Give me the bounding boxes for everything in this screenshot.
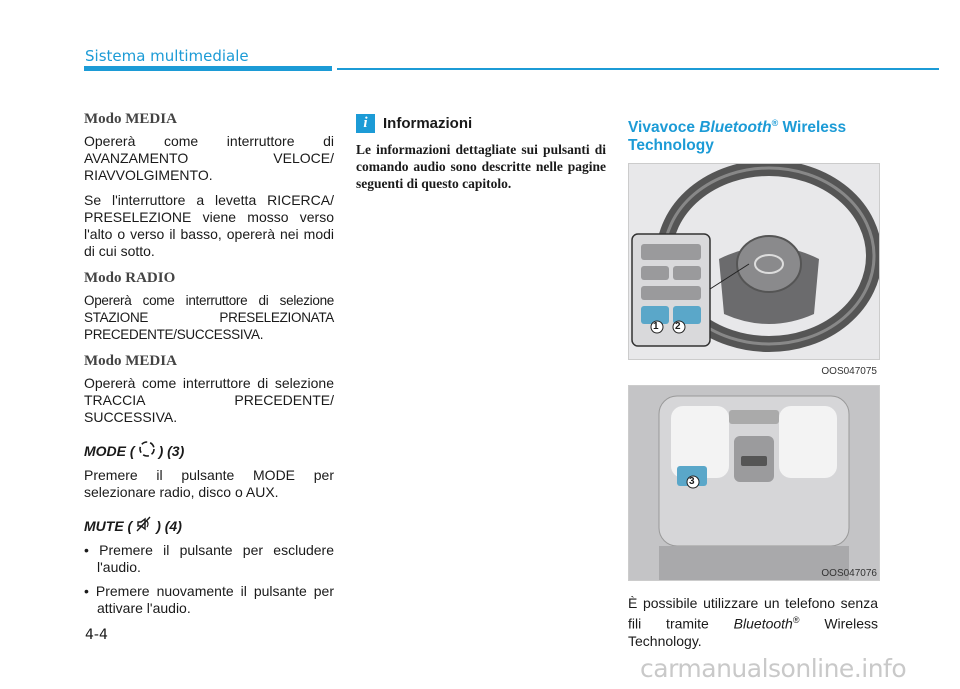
info-icon: i — [356, 114, 375, 133]
title-part: Wireless Technology — [628, 119, 847, 155]
column-left — [84, 108, 334, 624]
overhead-console-figure — [628, 385, 880, 581]
figure-code-2: OOS047076 — [821, 568, 877, 580]
header-rule — [337, 68, 939, 70]
bullet-item: • Premere nuovamente il pulsante per attivare l'audio. — [84, 583, 334, 616]
mode-suffix: ) (3) — [158, 442, 185, 459]
caption-registered: ® — [792, 615, 800, 626]
figure-code-1: OOS047075 — [821, 366, 877, 378]
mute-bullets — [84, 542, 334, 617]
caption-part: È possibile utilizzare un telefono senza fili tramite — [628, 595, 878, 632]
steering-wheel-figure — [628, 163, 880, 378]
info-title: Informazioni — [383, 115, 473, 132]
paragraph-mode: Premere il pulsante MODE per selezionare radio, disco o AUX. — [84, 467, 334, 500]
title-bluetooth: Bluetooth — [699, 119, 772, 137]
paragraph-media-3: Opererà come interruttore di selezione TRACCIA PRECEDENTE/ SUCCESSIVA. — [84, 375, 334, 425]
title-registered: ® — [771, 118, 779, 128]
marker-2: 2 — [675, 321, 681, 333]
heading-modo-media: Modo MEDIA — [84, 111, 177, 127]
overhead-console-illustration — [629, 386, 879, 580]
bullet-item: • Premere il pulsante per escludere l'audio. — [84, 542, 334, 575]
paragraph-media-1: Opererà come interruttore di AVANZAMENTO VELOCE/ RIAVVOLGIMENTO. — [84, 133, 334, 183]
caption-part: Wireless Technology. — [628, 615, 878, 649]
mute-prefix: MUTE ( — [84, 517, 133, 534]
column-right — [628, 108, 878, 650]
steering-wheel-illustration — [629, 164, 879, 359]
info-body: Le informazioni dettagliate sui pulsanti di comando audio sono descritte nelle pagine seguenti di questo capitolo. — [356, 142, 606, 191]
marker-3: 3 — [689, 476, 695, 488]
page-number: 4-4 — [85, 627, 108, 643]
bluetooth-caption — [628, 595, 878, 650]
paragraph-media-2: Se l'interruttore a levetta RICERCA/ PRESELEZIONE viene mosso verso l'alto o verso il basso, opererà nei modi di cui sotto. — [84, 192, 334, 259]
caption-bluetooth: Bluetooth — [733, 615, 793, 632]
heading-modo-radio: Modo RADIO — [84, 270, 176, 286]
section-title-vivavoce — [628, 114, 878, 155]
info-header — [356, 114, 606, 133]
heading-modo-media-2: Modo MEDIA — [84, 353, 177, 369]
header-bar — [84, 66, 332, 71]
mode-icon — [138, 440, 156, 461]
heading-mute — [84, 515, 334, 536]
title-part: Vivavoce — [628, 119, 700, 137]
paragraph-radio: Opererà come interruttore di selezione STAZIONE PRESELEZIONATA PRECEDENTE/SUCCESSIVA. — [84, 293, 334, 342]
mute-suffix: ) (4) — [156, 517, 182, 534]
marker-1: 1 — [653, 321, 659, 333]
mute-icon — [135, 515, 153, 536]
mode-prefix: MODE ( — [84, 442, 135, 459]
heading-mode — [84, 440, 334, 461]
column-middle — [356, 108, 606, 192]
header-title: Sistema multimediale — [85, 47, 249, 65]
watermark: carmanualsonline.info — [640, 654, 907, 683]
